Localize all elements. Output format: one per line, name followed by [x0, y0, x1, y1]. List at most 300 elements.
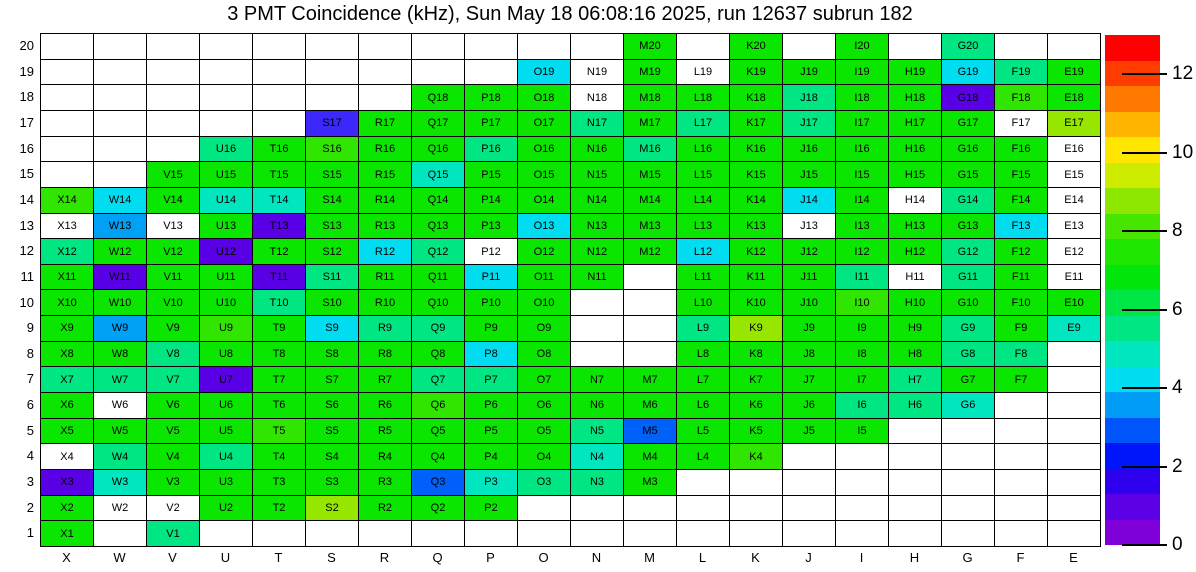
grid-cell: R9: [359, 316, 412, 342]
column-label: H: [909, 550, 920, 565]
grid-cell: [518, 34, 571, 60]
grid-cell: M4: [624, 444, 677, 470]
colorbar-band: [1105, 265, 1160, 291]
grid-cell: T16: [253, 137, 306, 163]
grid-cell: S8: [306, 342, 359, 368]
grid-cell: [995, 521, 1048, 547]
grid-cell: G16: [942, 137, 995, 163]
grid-cell: R5: [359, 419, 412, 445]
grid-cell: [94, 521, 147, 547]
grid-cell: U7: [200, 367, 253, 393]
grid-cell: [783, 34, 836, 60]
colorbar-band: [1105, 316, 1160, 342]
grid-cell: S7: [306, 367, 359, 393]
grid-cell: [624, 290, 677, 316]
colorbar-band: [1105, 290, 1160, 316]
grid-cell: M13: [624, 214, 677, 240]
grid-cell: F13: [995, 214, 1048, 240]
grid-cell: [94, 85, 147, 111]
grid-cell: O14: [518, 188, 571, 214]
column-label: P: [486, 550, 495, 565]
column-label: W: [113, 550, 126, 565]
grid-cell: K4: [730, 444, 783, 470]
grid-cell: J6: [783, 393, 836, 419]
grid-cell: [995, 34, 1048, 60]
grid-cell: L8: [677, 342, 730, 368]
column-label: T: [274, 550, 283, 565]
grid-cell: [995, 393, 1048, 419]
grid-cell: [942, 419, 995, 445]
grid-cell: X8: [41, 342, 94, 368]
grid-cell: M12: [624, 239, 677, 265]
grid-cell: [783, 521, 836, 547]
grid-cell: O15: [518, 162, 571, 188]
grid-cell: L15: [677, 162, 730, 188]
grid-cell: G18: [942, 85, 995, 111]
grid-cell: X10: [41, 290, 94, 316]
colorbar-band: [1105, 520, 1160, 546]
grid-cell: Q2: [412, 496, 465, 522]
grid-cell: [200, 111, 253, 137]
grid-cell: T14: [253, 188, 306, 214]
grid-cell: P5: [465, 419, 518, 445]
grid-cell: Q18: [412, 85, 465, 111]
grid-cell: H9: [889, 316, 942, 342]
grid-cell: [41, 34, 94, 60]
grid-cell: L13: [677, 214, 730, 240]
column-label: S: [327, 550, 336, 565]
grid-cell: W13: [94, 214, 147, 240]
grid-cell: F14: [995, 188, 1048, 214]
grid-cell: H7: [889, 367, 942, 393]
grid-cell: M18: [624, 85, 677, 111]
grid-cell: U6: [200, 393, 253, 419]
grid-cell: O5: [518, 419, 571, 445]
grid-cell: L14: [677, 188, 730, 214]
grid-cell: [889, 496, 942, 522]
column-label: J: [805, 550, 812, 565]
grid-cell: E11: [1048, 265, 1101, 291]
grid-cell: [624, 521, 677, 547]
colorbar-band: [1105, 188, 1160, 214]
grid-cell: R4: [359, 444, 412, 470]
grid-cell: O17: [518, 111, 571, 137]
grid-cell: V14: [147, 188, 200, 214]
grid-cell: K17: [730, 111, 783, 137]
grid-cell: M6: [624, 393, 677, 419]
grid-cell: P7: [465, 367, 518, 393]
grid-cell: [1048, 444, 1101, 470]
grid-cell: [253, 60, 306, 86]
column-label: E: [1069, 550, 1078, 565]
grid-cell: P18: [465, 85, 518, 111]
grid-cell: I5: [836, 419, 889, 445]
grid-cell: [571, 34, 624, 60]
grid-cell: S15: [306, 162, 359, 188]
grid-cell: F8: [995, 342, 1048, 368]
grid-cell: F17: [995, 111, 1048, 137]
grid-cell: S11: [306, 265, 359, 291]
grid-cell: [677, 34, 730, 60]
colorbar-tick-label: 2: [1172, 455, 1183, 477]
grid-cell: U2: [200, 496, 253, 522]
colorbar-band: [1105, 214, 1160, 240]
grid-cell: V7: [147, 367, 200, 393]
grid-cell: R7: [359, 367, 412, 393]
grid-cell: P8: [465, 342, 518, 368]
colorbar-tick-line: [1122, 73, 1167, 75]
grid-cell: [1048, 521, 1101, 547]
grid-cell: M7: [624, 367, 677, 393]
grid-cell: T10: [253, 290, 306, 316]
grid-cell: L18: [677, 85, 730, 111]
grid-cell: K5: [730, 419, 783, 445]
column-label: F: [1016, 550, 1025, 565]
grid-cell: N16: [571, 137, 624, 163]
grid-cell: N13: [571, 214, 624, 240]
grid-cell: G7: [942, 367, 995, 393]
grid-cell: W3: [94, 470, 147, 496]
grid-cell: U13: [200, 214, 253, 240]
grid-cell: T5: [253, 419, 306, 445]
grid-cell: J16: [783, 137, 836, 163]
grid-cell: [889, 521, 942, 547]
grid-cell: [942, 470, 995, 496]
grid-cell: F19: [995, 60, 1048, 86]
grid-cell: E17: [1048, 111, 1101, 137]
grid-cell: U16: [200, 137, 253, 163]
grid-cell: [359, 521, 412, 547]
grid-cell: V10: [147, 290, 200, 316]
grid-cell: S16: [306, 137, 359, 163]
grid-cell: I16: [836, 137, 889, 163]
grid-cell: X5: [41, 419, 94, 445]
grid-cell: [889, 419, 942, 445]
grid-cell: M3: [624, 470, 677, 496]
grid-cell: [1048, 496, 1101, 522]
grid-cell: [995, 444, 1048, 470]
grid-cell: O8: [518, 342, 571, 368]
colorbar-tick-line: [1122, 466, 1167, 468]
grid-cell: L10: [677, 290, 730, 316]
grid-cell: [253, 85, 306, 111]
grid-cell: W7: [94, 367, 147, 393]
grid-cell: Q7: [412, 367, 465, 393]
grid-cell: F15: [995, 162, 1048, 188]
grid-cell: P3: [465, 470, 518, 496]
grid-cell: I19: [836, 60, 889, 86]
colorbar-tick-label: 12: [1172, 63, 1194, 85]
grid-cell: K16: [730, 137, 783, 163]
grid-cell: H19: [889, 60, 942, 86]
grid-cell: Q6: [412, 393, 465, 419]
row-label: 11: [20, 268, 34, 284]
grid-cell: [94, 60, 147, 86]
grid-cell: I6: [836, 393, 889, 419]
grid-cell: X11: [41, 265, 94, 291]
grid-cell: M19: [624, 60, 677, 86]
grid-cell: [1048, 34, 1101, 60]
colorbar-band: [1105, 469, 1160, 495]
row-label: 12: [19, 243, 34, 259]
grid-cell: Q16: [412, 137, 465, 163]
row-label: 4: [26, 448, 34, 464]
grid-cell: R3: [359, 470, 412, 496]
grid-cell: E15: [1048, 162, 1101, 188]
grid-cell: E19: [1048, 60, 1101, 86]
grid-cell: S6: [306, 393, 359, 419]
grid-cell: W6: [94, 393, 147, 419]
grid-cell: [253, 111, 306, 137]
grid-cell: T12: [253, 239, 306, 265]
grid-cell: [253, 34, 306, 60]
grid-cell: G20: [942, 34, 995, 60]
grid-cell: [783, 444, 836, 470]
grid-cell: [624, 316, 677, 342]
grid-cell: N3: [571, 470, 624, 496]
grid-cell: I10: [836, 290, 889, 316]
grid-cell: X2: [41, 496, 94, 522]
grid-cell: [1048, 393, 1101, 419]
grid-cell: N7: [571, 367, 624, 393]
grid-cell: V2: [147, 496, 200, 522]
grid-cell: N5: [571, 419, 624, 445]
grid-cell: T3: [253, 470, 306, 496]
grid-cell: P4: [465, 444, 518, 470]
grid-cell: [836, 496, 889, 522]
grid-cell: H18: [889, 85, 942, 111]
grid-cell: [147, 111, 200, 137]
grid-cell: U14: [200, 188, 253, 214]
row-label: 1: [26, 525, 34, 541]
row-label: 8: [26, 345, 34, 361]
grid-cell: V11: [147, 265, 200, 291]
grid-cell: E16: [1048, 137, 1101, 163]
grid-cell: U11: [200, 265, 253, 291]
grid-cell: M5: [624, 419, 677, 445]
colorbar-tick-label: 0: [1172, 534, 1183, 555]
grid-cell: U12: [200, 239, 253, 265]
grid-cell: [677, 470, 730, 496]
grid-cell: [147, 85, 200, 111]
colorbar: [1105, 35, 1160, 545]
grid-cell: R11: [359, 265, 412, 291]
grid-cell: F10: [995, 290, 1048, 316]
grid-cell: J17: [783, 111, 836, 137]
grid-cell: K18: [730, 85, 783, 111]
grid-cell: H14: [889, 188, 942, 214]
grid-cell: Q12: [412, 239, 465, 265]
column-label: G: [962, 550, 973, 565]
colorbar-band: [1105, 239, 1160, 265]
grid-cell: Q15: [412, 162, 465, 188]
grid-cell: W5: [94, 419, 147, 445]
grid-cell: [147, 137, 200, 163]
column-label: V: [168, 550, 177, 565]
grid-cell: [836, 470, 889, 496]
column-label: M: [644, 550, 655, 565]
grid-cell: U9: [200, 316, 253, 342]
heatmap-grid: [40, 33, 1101, 547]
grid-cell: [730, 496, 783, 522]
grid-cell: N6: [571, 393, 624, 419]
grid-cell: T6: [253, 393, 306, 419]
grid-cell: O3: [518, 470, 571, 496]
grid-cell: W4: [94, 444, 147, 470]
grid-cell: O10: [518, 290, 571, 316]
grid-cell: V3: [147, 470, 200, 496]
grid-cell: [518, 496, 571, 522]
grid-cell: P17: [465, 111, 518, 137]
grid-cell: Q4: [412, 444, 465, 470]
grid-cell: P14: [465, 188, 518, 214]
column-label: Q: [432, 550, 443, 565]
grid-cell: [253, 521, 306, 547]
grid-cell: P15: [465, 162, 518, 188]
grid-cell: E18: [1048, 85, 1101, 111]
grid-cell: N14: [571, 188, 624, 214]
grid-cell: X12: [41, 239, 94, 265]
grid-cell: [94, 137, 147, 163]
grid-cell: [1048, 342, 1101, 368]
column-label: L: [698, 550, 707, 565]
grid-cell: [94, 111, 147, 137]
grid-cell: G10: [942, 290, 995, 316]
grid-cell: [41, 60, 94, 86]
grid-cell: H16: [889, 137, 942, 163]
grid-cell: [571, 342, 624, 368]
colorbar-tick-label: 4: [1172, 377, 1183, 399]
row-label: 15: [19, 166, 34, 182]
grid-cell: P6: [465, 393, 518, 419]
grid-cell: [942, 521, 995, 547]
grid-cell: R15: [359, 162, 412, 188]
grid-cell: L7: [677, 367, 730, 393]
grid-cell: K20: [730, 34, 783, 60]
grid-cell: M17: [624, 111, 677, 137]
grid-cell: J10: [783, 290, 836, 316]
grid-cell: V1: [147, 521, 200, 547]
grid-cell: S14: [306, 188, 359, 214]
grid-cell: [41, 162, 94, 188]
row-label: 2: [26, 499, 34, 515]
grid-cell: O16: [518, 137, 571, 163]
grid-cell: N11: [571, 265, 624, 291]
grid-cell: [889, 470, 942, 496]
grid-cell: P12: [465, 239, 518, 265]
grid-cell: X1: [41, 521, 94, 547]
grid-cell: X9: [41, 316, 94, 342]
grid-cell: G11: [942, 265, 995, 291]
grid-cell: J19: [783, 60, 836, 86]
grid-cell: G19: [942, 60, 995, 86]
grid-cell: X7: [41, 367, 94, 393]
grid-cell: G8: [942, 342, 995, 368]
grid-cell: Q13: [412, 214, 465, 240]
grid-cell: E14: [1048, 188, 1101, 214]
grid-cell: J12: [783, 239, 836, 265]
grid-cell: I18: [836, 85, 889, 111]
grid-cell: [995, 496, 1048, 522]
grid-cell: K10: [730, 290, 783, 316]
grid-cell: J18: [783, 85, 836, 111]
grid-cell: H10: [889, 290, 942, 316]
grid-cell: H8: [889, 342, 942, 368]
grid-cell: [836, 521, 889, 547]
grid-cell: T8: [253, 342, 306, 368]
grid-cell: K13: [730, 214, 783, 240]
grid-cell: V13: [147, 214, 200, 240]
grid-cell: S13: [306, 214, 359, 240]
grid-cell: J8: [783, 342, 836, 368]
grid-cell: J15: [783, 162, 836, 188]
grid-cell: P11: [465, 265, 518, 291]
grid-cell: I17: [836, 111, 889, 137]
grid-cell: [412, 34, 465, 60]
grid-cell: H6: [889, 393, 942, 419]
grid-cell: [94, 162, 147, 188]
grid-cell: G12: [942, 239, 995, 265]
grid-cell: E13: [1048, 214, 1101, 240]
grid-cell: J11: [783, 265, 836, 291]
colorbar-band: [1105, 418, 1160, 444]
grid-cell: [730, 470, 783, 496]
grid-cell: T15: [253, 162, 306, 188]
grid-cell: [571, 316, 624, 342]
grid-cell: [359, 85, 412, 111]
grid-cell: S9: [306, 316, 359, 342]
grid-cell: H12: [889, 239, 942, 265]
grid-cell: Q14: [412, 188, 465, 214]
colorbar-tick-line: [1122, 152, 1167, 154]
grid-cell: V15: [147, 162, 200, 188]
grid-cell: [571, 496, 624, 522]
grid-cell: V12: [147, 239, 200, 265]
colorbar-band: [1105, 137, 1160, 163]
grid-cell: [94, 34, 147, 60]
grid-cell: [200, 521, 253, 547]
grid-cell: S12: [306, 239, 359, 265]
grid-cell: R2: [359, 496, 412, 522]
grid-cell: N12: [571, 239, 624, 265]
grid-cell: K6: [730, 393, 783, 419]
colorbar-band: [1105, 494, 1160, 520]
row-label: 13: [19, 217, 34, 233]
chart-title: 3 PMT Coincidence (kHz), Sun May 18 06:08:16 2025, run 12637 subrun 182: [227, 3, 913, 25]
grid-cell: R14: [359, 188, 412, 214]
column-label: N: [591, 550, 602, 565]
grid-cell: J9: [783, 316, 836, 342]
grid-cell: [465, 521, 518, 547]
colorbar-tick-line: [1122, 230, 1167, 232]
grid-cell: G14: [942, 188, 995, 214]
grid-cell: H15: [889, 162, 942, 188]
grid-cell: J5: [783, 419, 836, 445]
grid-cell: P9: [465, 316, 518, 342]
grid-cell: U8: [200, 342, 253, 368]
grid-cell: U4: [200, 444, 253, 470]
grid-cell: V8: [147, 342, 200, 368]
colorbar-band: [1105, 163, 1160, 189]
grid-cell: I15: [836, 162, 889, 188]
grid-cell: W10: [94, 290, 147, 316]
grid-cell: W9: [94, 316, 147, 342]
row-label: 10: [19, 294, 34, 310]
grid-cell: N15: [571, 162, 624, 188]
grid-cell: S17: [306, 111, 359, 137]
grid-cell: [518, 521, 571, 547]
colorbar-tick-line: [1122, 387, 1167, 389]
